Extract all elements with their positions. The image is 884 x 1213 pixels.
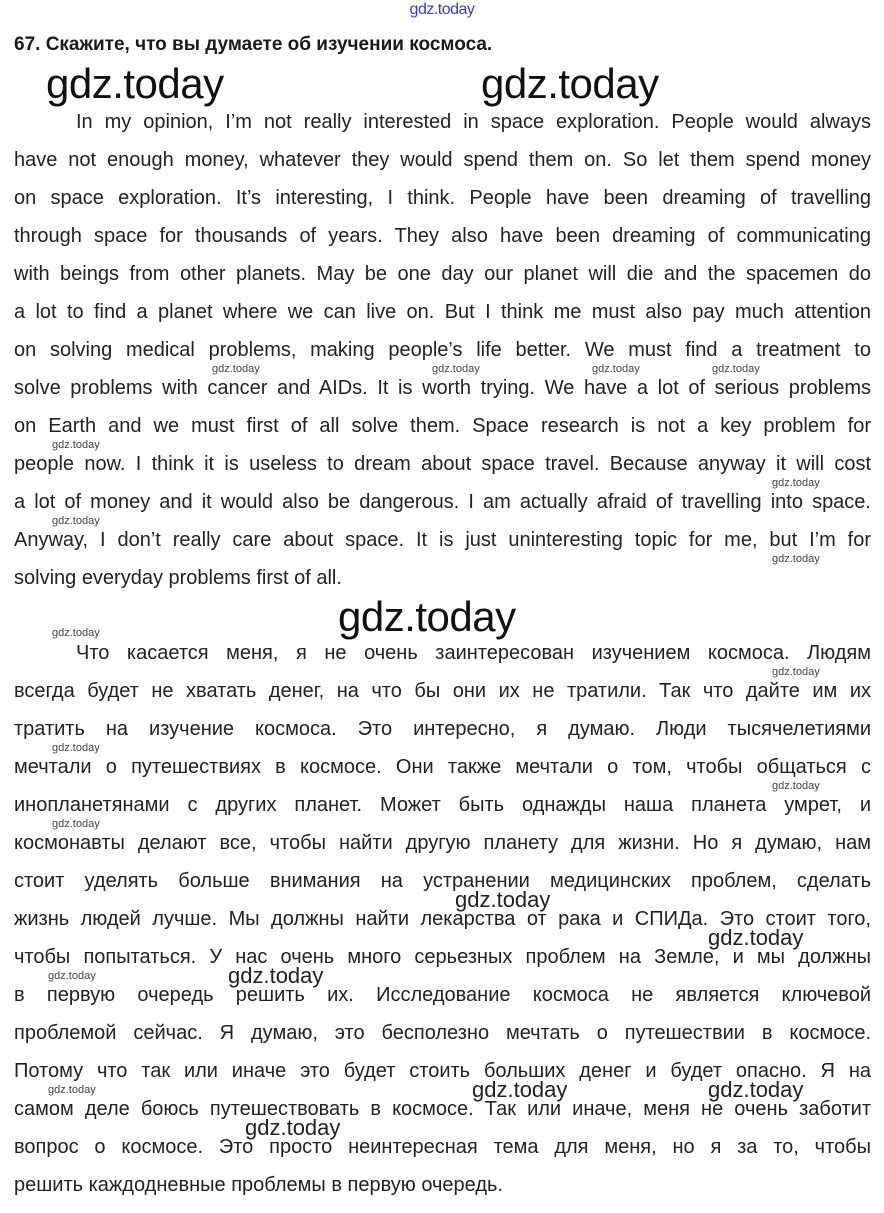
watermark: gdz.today bbox=[455, 887, 551, 912]
text-line: a lot to find a planet where we can live on. But I think me must also pay much attention bbox=[14, 301, 871, 323]
text-line: solve problems with cancer and AIDs. It is worth trying. We have a lot of serious problems bbox=[14, 377, 871, 399]
watermark: gdz.today bbox=[52, 627, 100, 639]
text-line: through space for thousands of years. They also have been dreaming of communicating bbox=[14, 225, 871, 247]
text-line: тратить на изучение космоса. Это интересно, я думаю. Люди тысячелетиями bbox=[14, 718, 871, 740]
watermark: gdz.today bbox=[52, 439, 100, 451]
text-line: have not enough money, whatever they would spend them on. So let them spend money bbox=[14, 149, 871, 171]
watermark: gdz.today bbox=[245, 1115, 341, 1140]
watermark: gdz.today bbox=[772, 780, 820, 792]
watermark: gdz.today bbox=[772, 666, 820, 678]
text-line: Anyway, I don’t really care about space. It is just uninteresting topic for me, but I’m for bbox=[14, 529, 871, 551]
text-line: solving everyday problems first of all. bbox=[14, 567, 342, 589]
exercise-title: 67. Скажите, что вы думаете об изучении космоса. bbox=[14, 34, 493, 55]
watermark: gdz.today bbox=[46, 60, 224, 107]
watermark-top: gdz.today bbox=[409, 1, 475, 18]
watermark: gdz.today bbox=[212, 363, 260, 375]
text-line: a lot of money and it would also be dangerous. I am actually afraid of travelling into space. bbox=[14, 491, 871, 513]
watermark: gdz.today bbox=[772, 477, 820, 489]
watermark: gdz.today bbox=[228, 963, 324, 988]
watermark: gdz.today bbox=[481, 60, 659, 107]
text-line: стоит уделять больше внимания на устранении медицинских проблем, сделать bbox=[14, 870, 871, 892]
watermark: gdz.today bbox=[592, 363, 640, 375]
watermark: gdz.today bbox=[472, 1077, 568, 1102]
watermark: gdz.today bbox=[52, 818, 100, 830]
watermark: gdz.today bbox=[48, 970, 96, 982]
text-line: In my opinion, I’m not really interested in space exploration. People would always bbox=[76, 111, 871, 133]
text-line: Что касается меня, я не очень заинтересован изучением космоса. Людям bbox=[76, 642, 871, 664]
text-line: самом деле боюсь путешествовать в космосе. Так или иначе, меня не очень заботит bbox=[14, 1098, 871, 1120]
watermark: gdz.today bbox=[52, 515, 100, 527]
text-line: чтобы попытаться. У нас очень много серьезных проблем на Земле, и мы должны bbox=[14, 946, 871, 968]
text-line: вопрос о космосе. Это просто неинтересная тема для меня, но я за то, чтобы bbox=[14, 1136, 871, 1158]
text-line: on Earth and we must first of all solve them. Space research is not a key problem for bbox=[14, 415, 871, 437]
watermark: gdz.today bbox=[52, 742, 100, 754]
watermark: gdz.today bbox=[712, 363, 760, 375]
watermark: gdz.today bbox=[338, 593, 516, 640]
watermark: gdz.today bbox=[708, 925, 804, 950]
text-line: проблемой сейчас. Я думаю, это бесполезно мечтать о путешествии в космосе. bbox=[14, 1022, 871, 1044]
watermark: gdz.today bbox=[48, 1084, 96, 1096]
text-line: Потому что так или иначе это будет стоить больших денег и будет опасно. Я на bbox=[14, 1060, 871, 1082]
text-line: on space exploration. It’s interesting, I think. People have been dreaming of travelling bbox=[14, 187, 871, 209]
text-line: решить каждодневные проблемы в первую очередь. bbox=[14, 1174, 503, 1196]
text-line: on solving medical problems, making people’s life better. We must find a treatment to bbox=[14, 339, 871, 361]
english-paragraph bbox=[14, 112, 871, 606]
watermark: gdz.today bbox=[708, 1077, 804, 1102]
text-line: в первую очередь решить их. Исследование космоса не является ключевой bbox=[14, 984, 871, 1006]
text-line: всегда будет не хватать денег, на что бы они их не тратили. Так что дайте им их bbox=[14, 680, 871, 702]
text-line: инопланетянами с других планет. Может быть однажды наша планета умрет, и bbox=[14, 794, 871, 816]
watermark: gdz.today bbox=[772, 553, 820, 565]
text-line: with beings from other planets. May be one day our planet will die and the spacemen do bbox=[14, 263, 871, 285]
text-line: жизнь людей лучше. Мы должны найти лекарства от рака и СПИДа. Это стоит того, bbox=[14, 908, 871, 930]
text-line: космонавты делают все, чтобы найти другую планету для жизни. Но я думаю, нам bbox=[14, 832, 871, 854]
text-line: people now. I think it is useless to dream about space travel. Because anyway it will cost bbox=[14, 453, 871, 475]
text-line: мечтали о путешествиях в космосе. Они также мечтали о том, чтобы общаться с bbox=[14, 756, 871, 778]
watermark: gdz.today bbox=[432, 363, 480, 375]
